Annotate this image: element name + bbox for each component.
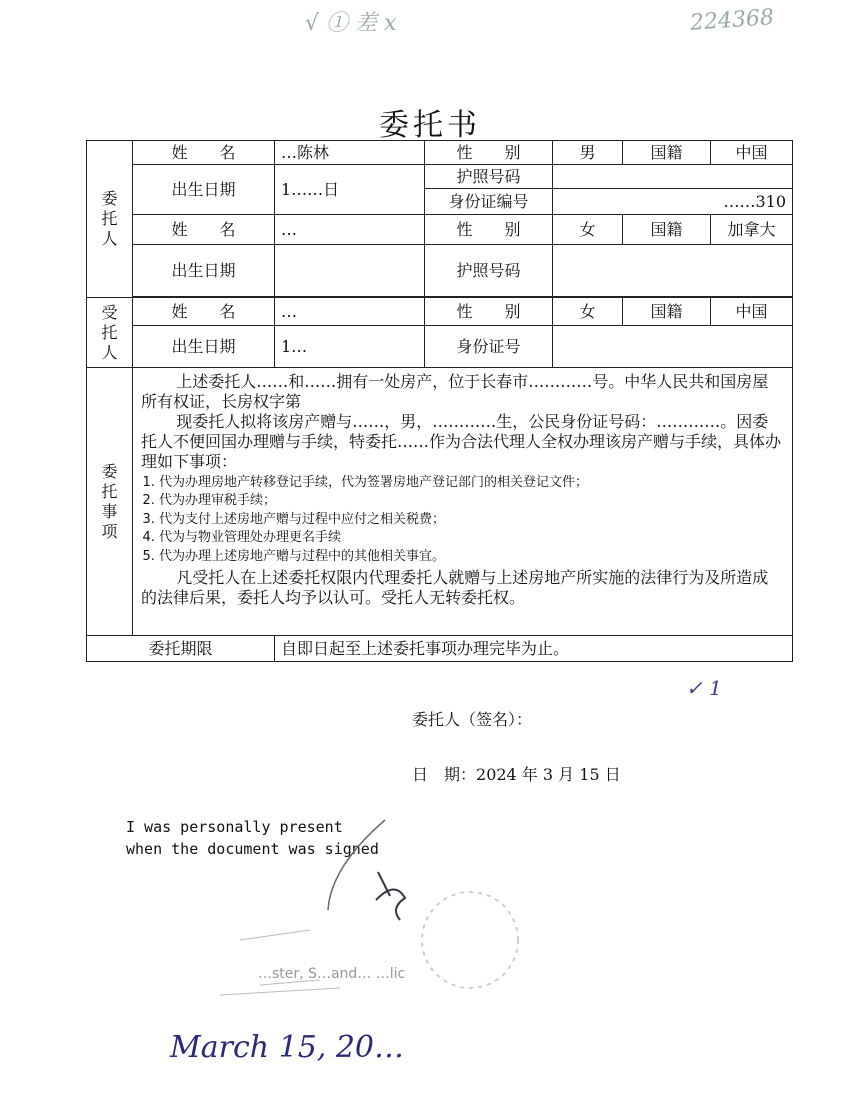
p1-gender-label: 性 别: [425, 141, 553, 165]
p2-passport-label: 护照号码: [425, 245, 553, 297]
notary-seal-signature: [200, 810, 530, 1030]
p2-name-value: …: [275, 215, 425, 245]
matters-list: [141, 474, 784, 566]
p2-passport-value: [553, 245, 793, 297]
p1-dob-label: 出生日期: [133, 165, 275, 215]
p1-nationality-value: 中国: [711, 141, 793, 165]
agent-dob-label: 出生日期: [133, 326, 275, 368]
matters-content: [133, 368, 793, 636]
list-item: 5. 代为办理上述房地产赠与过程中的其他相关事宜。: [159, 548, 784, 566]
agent-id-label: 身份证号: [425, 326, 553, 368]
list-item: 1. 代为办理房地产转移登记手续，代为签署房地产登记部门的相关登记文件；: [159, 474, 784, 492]
agent-nationality-value: 中国: [711, 298, 793, 326]
list-item: 2. 代为办理审税手续；: [159, 492, 784, 510]
document-title: 委托书: [379, 108, 481, 143]
p1-passport-value: [553, 165, 793, 189]
matters-para-3: 凡受托人在上述委托权限内代理委托人就赠与上述房地产所实施的法律行为及所造成的法律后果，委托人均予以认可。受托人无转委托权。: [141, 568, 769, 608]
p1-name-value: …陈林: [275, 141, 425, 165]
list-item: 3. 代为支付上述房地产赠与过程中应付之相关税费；: [159, 511, 784, 529]
p1-name-label: 姓 名: [133, 141, 275, 165]
matters-para-2: 现委托人拟将该房产赠与……，男，…………生，公民身份证号码：…………。因委托人不便回国办理赠与手续，特委托……作为合法代理人全权办理该房产赠与手续，具体办理如下事项：: [141, 412, 782, 471]
notary-note-line-2: when the document was signed: [126, 840, 379, 858]
agent-gender-value: 女: [553, 298, 623, 326]
principal-section-label: 委 托 人: [87, 141, 133, 298]
seal-text: …ster, S…and… …lic: [258, 966, 406, 982]
p1-dob-value: 1……日: [275, 165, 425, 215]
agent-section-label: 受 托 人: [87, 298, 133, 368]
matters-para-1: 上述委托人……和……拥有一处房产，位于长春市…………号。中华人民共和国房屋所有权证，长房权字第: [141, 372, 769, 411]
p1-id-value: ……310: [553, 189, 793, 215]
p2-nationality-label: 国籍: [623, 215, 711, 245]
notary-note-line-1: I was personally present: [126, 818, 343, 836]
p2-name-label: 姓 名: [133, 215, 275, 245]
p2-dob-label: 出生日期: [133, 245, 275, 297]
p2-gender-value: 女: [553, 215, 623, 245]
handwritten-date: March 15, 20…: [170, 1030, 405, 1065]
agent-name-value: …: [275, 298, 425, 326]
agent-dob-value: 1…: [275, 326, 425, 368]
p1-nationality-label: 国籍: [623, 141, 711, 165]
p2-nationality-value: 加拿大: [711, 215, 793, 245]
p2-gender-label: 性 别: [425, 215, 553, 245]
list-item: 4. 代为与物业管理处办理更名手续: [159, 529, 784, 547]
p1-id-label: 身份证编号: [425, 189, 553, 215]
agent-id-value: [553, 326, 793, 368]
p1-passport-label: 护照号码: [425, 165, 553, 189]
term-value: 自即日起至上述委托事项办理完毕为止。: [275, 636, 793, 662]
agent-nationality-label: 国籍: [623, 298, 711, 326]
matters-section-label: 委 托 事 项: [87, 368, 133, 636]
handwritten-mark: ✓ 1: [686, 676, 722, 700]
document-number-mark: 224368: [689, 5, 775, 36]
agent-gender-label: 性 别: [425, 298, 553, 326]
top-handwritten-marks: √ ① 差 x: [305, 11, 397, 36]
term-label: 委托期限: [87, 636, 275, 662]
agent-name-label: 姓 名: [133, 298, 275, 326]
p2-dob-value: [275, 245, 425, 297]
date-value: 2024 年 3 月 15 日: [476, 765, 621, 784]
authorization-table: [86, 140, 793, 662]
date-label: 日 期：2024 年 3 月 15 日: [412, 765, 621, 784]
p1-gender-value: 男: [553, 141, 623, 165]
signature-label: 委托人（签名）：: [412, 710, 533, 729]
